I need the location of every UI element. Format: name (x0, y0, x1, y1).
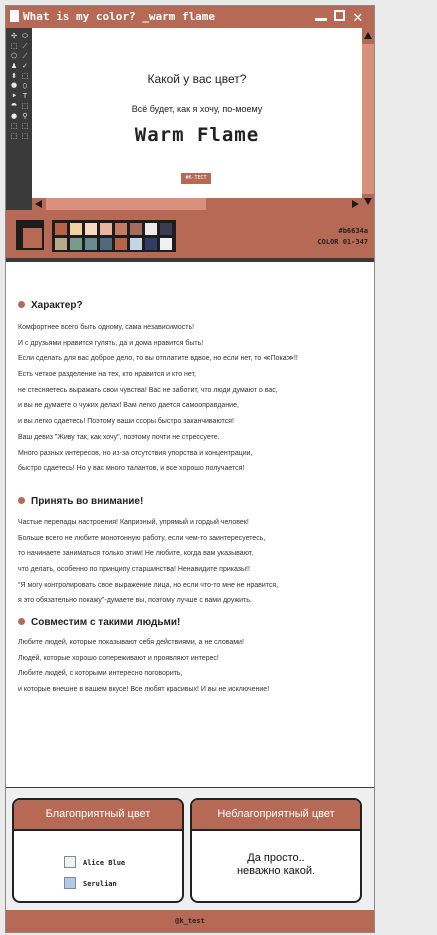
color-swatch[interactable] (145, 223, 157, 235)
text-line: то начинаете заниматься только этим! Не любите, когда вам указывают, (18, 550, 254, 558)
color-swatch[interactable] (70, 238, 82, 250)
section-title-text: Совместим с такими людьми! (31, 617, 181, 628)
section-title-text: Характер? (31, 300, 83, 311)
title-bar (6, 6, 374, 28)
text-line: Есть четкое разделение на тех, кто нравится и кто нет, (18, 371, 196, 379)
app-window (5, 5, 375, 933)
text-line: и которые внешне в вашем вкусе! Все любят красивых! И вы не исключение! (18, 686, 270, 694)
color-swatch[interactable] (160, 223, 172, 235)
vertical-scrollbar[interactable] (362, 28, 374, 210)
maximize-button[interactable] (334, 10, 345, 21)
text-line: и вы легко сдаетесь! Поэтому ваши ссоры быстро заканчиваются! (18, 418, 234, 426)
text-line: Ваш девиз "Живу так, как хочу", поэтому почти не стрессуете. (18, 433, 220, 441)
color-swatch[interactable] (115, 238, 127, 250)
color-swatch[interactable] (70, 223, 82, 235)
section-title-compatible (18, 617, 180, 628)
text-line: Любите людей, которые показывают себя действиями, а не словами! (18, 639, 244, 646)
tool-icon[interactable]: ● (10, 112, 18, 120)
tool-icon[interactable]: ⬯ (22, 82, 28, 90)
color-swatch[interactable] (85, 238, 97, 250)
text-line: Любите людей, с которыми интересно поговорить, (18, 670, 183, 678)
color-swatches (52, 220, 176, 252)
canvas (32, 28, 362, 198)
color-swatch[interactable] (100, 238, 112, 250)
color-swatch[interactable] (85, 223, 97, 235)
text-line: Много разных интересов, но из-за отсутствия упорства и концентрации, (18, 449, 253, 457)
scroll-thumb-horizontal[interactable] (46, 198, 206, 210)
window-title: What is my color? _warm flame (23, 10, 216, 23)
color-checkbox[interactable] (64, 877, 76, 889)
test-button[interactable]: #K-ТЕСТ (181, 173, 211, 184)
tool-icon[interactable]: ⬠ (10, 52, 18, 60)
color-swatch[interactable] (145, 238, 157, 250)
text-line: Больше всего не любите монотонную работу, если чем-то заинтересуетесь, (18, 534, 266, 542)
palette-bar (6, 210, 374, 258)
tool-icon[interactable]: ⬚ (10, 122, 18, 130)
color-swatch[interactable] (55, 223, 67, 235)
unfavorable-color-text (192, 852, 360, 878)
favorable-color-card (12, 798, 184, 903)
scroll-down-arrow-icon[interactable] (364, 198, 372, 205)
tool-icon[interactable]: T (22, 92, 28, 100)
tool-icon[interactable]: ⯃ (11, 82, 17, 90)
section-text-compatible (18, 635, 368, 698)
text-line: И с друзьями нравится гулять, да и дома нравится быть! (18, 339, 204, 347)
tool-icon[interactable]: ⟋ (22, 52, 28, 60)
description-content (6, 262, 374, 787)
hex-label: #b6634a (338, 227, 368, 235)
color-cards-area (6, 787, 374, 910)
close-button[interactable]: ✕ (353, 7, 363, 26)
tool-icon[interactable]: ⬭ (22, 32, 28, 40)
text-line: Комфортнее всего быть одному, сама независимость! (18, 324, 195, 331)
unfavorable-color-card (190, 798, 362, 903)
scroll-up-arrow-icon[interactable] (364, 32, 372, 39)
scroll-thumb[interactable] (362, 44, 374, 194)
scroll-right-arrow-icon[interactable] (352, 200, 359, 208)
text-line: что делать, особенно по принципу старшинства! Ненавидите приказы!! (18, 566, 250, 574)
text-line: и вы не думаете о чужих делах! Вам легко дается самооправдание, (18, 402, 239, 410)
color-code-label: COLOR 01-347 (317, 238, 368, 246)
tool-icon[interactable]: ♟ (10, 62, 18, 70)
tool-icon[interactable]: ⬚ (10, 42, 18, 50)
text-line: Если сделать для вас доброе дело, то вы отплатите вдвое, но если нет, то ≪Пока≫!! (18, 355, 298, 363)
color-info (276, 226, 368, 248)
color-checkbox[interactable] (64, 856, 76, 868)
bullet-icon (18, 301, 25, 308)
tool-icon[interactable]: ✣ (11, 32, 17, 40)
scroll-left-arrow-icon[interactable] (35, 200, 42, 208)
color-name: Warm Flame (134, 124, 260, 146)
subtitle: Всё будет, как я хочу, по-моему (131, 104, 263, 114)
color-name-label: Alice Blue (83, 859, 126, 867)
section-text-character (18, 320, 368, 477)
minimize-button[interactable] (315, 18, 327, 21)
color-swatch[interactable] (100, 223, 112, 235)
favorable-color-title: Благоприятный цвет (14, 800, 182, 831)
tool-icon[interactable]: ⬚ (21, 122, 29, 130)
text-line: Частые перепады настроения! Капризный, упрямый и гордый человек! (18, 519, 249, 526)
question-heading: Какой у вас цвет? (147, 72, 247, 86)
tool-icon[interactable]: ⚲ (22, 112, 28, 120)
tool-icon[interactable]: ⟋ (22, 42, 28, 50)
tool-icon[interactable]: ⯈ (11, 92, 17, 100)
text-line: Людей, которые хорошо сопереживают и проявляют интерес! (18, 654, 219, 662)
document-icon (10, 10, 19, 22)
color-name-label: Serulian (83, 880, 117, 888)
bullet-icon (18, 618, 25, 625)
unfavorable-text-line: неважно какой. (236, 865, 316, 877)
unfavorable-color-title: Неблагоприятный цвет (192, 800, 360, 831)
color-swatch[interactable] (130, 238, 142, 250)
tool-icon[interactable]: ⯊ (11, 102, 17, 110)
color-swatch[interactable] (160, 238, 172, 250)
toolbox (6, 28, 32, 210)
color-swatch[interactable] (130, 223, 142, 235)
unfavorable-text-line: Да просто.. (247, 852, 305, 864)
tool-icon[interactable]: ⬚ (21, 132, 29, 140)
horizontal-scrollbar[interactable] (32, 198, 362, 210)
section-title-text: Принять во внимание! (31, 496, 144, 507)
bullet-icon (18, 497, 25, 504)
text-line: я это обязательно покажу"-думаете вы, поэтому лучше с вами дружить. (18, 597, 252, 605)
tool-icon[interactable]: ⬚ (10, 132, 18, 140)
text-line: не стесняетесь выражать свои чувства! Вас не заботит, что люди думают о вас, (18, 386, 278, 394)
section-title-attention (18, 496, 143, 507)
section-title-character (18, 300, 83, 311)
tool-icon[interactable]: ✓ (22, 62, 28, 70)
tool-icon[interactable]: ⬍ (11, 72, 17, 80)
tool-icon[interactable]: ⬚ (21, 72, 29, 80)
color-swatch[interactable] (115, 223, 127, 235)
tool-icon[interactable]: ⬚ (21, 102, 29, 110)
footer: @k_test (6, 910, 374, 932)
text-line: "Я могу контролировать свое выражение лица, но если что-то мне не нравится, (18, 581, 279, 589)
text-line: быстро сдаетесь! Но у вас много талантов, и все хорошо получается! (18, 465, 245, 473)
color-swatch[interactable] (55, 238, 67, 250)
section-text-attention (18, 515, 368, 609)
current-color-swatch (21, 226, 44, 250)
